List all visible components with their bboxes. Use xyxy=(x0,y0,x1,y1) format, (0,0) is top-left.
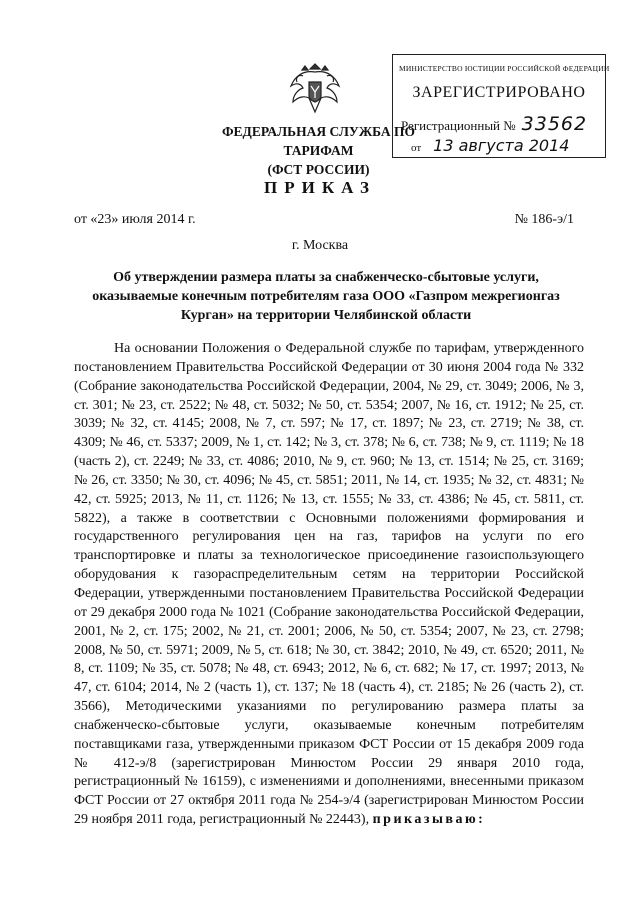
document-title: ПРИКАЗ xyxy=(264,178,376,197)
stamp-date-value: 13 августа 2014 xyxy=(433,136,570,155)
body-paragraph: На основании Положения о Федеральной службе по тарифам, утвержденного постановлением Правительства Российской Федерации от 30 июня 2004 года № 332 (Собрание законодательства Российской Федерации, 2004, № 29, ст. 3049; 2006, № 3, ст. 301; № 23, ст. 2522; № 48, ст. 5032; № 50, ст. 5354; 2007, № 16, ст. 1912; № 25, ст. 3039; № 32, ст. 4145; 2008, № 7, ст. 597; № 17, ст. 1897; № 23, ст. 2719; № 38, ст. 4309; № 46, ст. 5337; 2009, № 1, ст. 142; № 3, ст. 378; № 6, ст. 738; № 9, ст. 1119; № 18 (часть 2), ст. 2249; № 33, ст. 4086; 2010, № 9, ст. 960; № 13, ст. 1514; № 25, ст. 3169; № 26, ст. 3350; № 30, ст. 4096; № 45, ст. 5851; 2011, № 14, ст. 1935; № 32, ст. 4831; № 42, ст. 5925; 2013, № 11, ст. 1126; № 13, ст. 1555; № 33, ст. 4386; № 45, ст. 5811, ст. 5822), а также в соответствии с Основными положениями формирования и государственного регулирования цен на газ, тарифов на услуги по его транспортировке и платы за технологическое присоединение газоиспользующего оборудования к газораспределительным сетям на территории Российской Федерации, утвержденными постановлением Правительства Российской Федерации от 29 декабря 2000 года № 1021 (Собрание законодательства Российской Федерации, 2001, № 2, ст. 175; 2002, № 21, ст. 2001; 2006, № 50, ст. 5354; 2007, № 23, ст. 2798; 2008, № 50, ст. 5971; 2009, № 5, ст. 618; № 30, ст. 3842; 2010, № 49, ст. 6520; 2011, № 8, ст. 1109; № 35, ст. 5078; № 48, ст. 6943; 2012, № 6, ст. 682; № 17, ст. 1997; 2013, № 47, ст. 6104; 2014, № 2 (часть 1), ст. 137; № 18 (часть 4), ст. 2185; № 26 (часть 2), ст. 3566), Методическими указаниями по регулированию размера платы за снабженческо-сбытовые услуги, оказываемые конечным потребителям поставщиками газа, утвержденными приказом ФСТ России от 15 декабря 2009 года № 412-э/8 (зарегистрирован Минюстом России 29 января 2010 года, регистрационный № 16159), с изменениями и дополнениями, внесенными приказом ФСТ России от 27 октября 2011 года № 254-э/4 (зарегистрирован Минюстом России 29 ноября 2011 года, регистрационный № 22443), xyxy=(74,341,584,828)
document-date: от «23» июля 2014 г. xyxy=(74,212,196,227)
coat-of-arms-emblem xyxy=(283,56,347,120)
stamp-ministry: МИНИСТЕРСТВО ЮСТИЦИИ РОССИЙСКОЙ ФЕДЕРАЦИИ xyxy=(399,64,610,73)
stamp-regno-label: Регистрационный № xyxy=(401,118,516,133)
stamp-date-label: от xyxy=(411,142,422,154)
stamp-registration-number xyxy=(401,113,587,135)
stamp-date xyxy=(411,136,569,155)
closing-phrase: приказываю: xyxy=(372,812,486,828)
document-body xyxy=(74,340,584,830)
agency-name-line1: ФЕДЕРАЛЬНАЯ СЛУЖБА ПО ТАРИФАМ xyxy=(221,124,416,158)
agency-name-line2: (ФСТ РОССИИ) xyxy=(267,162,370,177)
document-subject: Об утверждении размера платы за снабженческо-сбытовые услуги, оказываемые конечным потребителям газа ООО «Газпром межрегионгаз Курган» на территории Челябинской области xyxy=(92,270,560,323)
document-city: г. Москва xyxy=(291,238,349,253)
registration-stamp xyxy=(392,54,610,158)
stamp-regno-value: 33562 xyxy=(521,113,588,135)
document-number: № 186-э/1 xyxy=(514,212,574,227)
stamp-registered: ЗАРЕГИСТРИРОВАНО xyxy=(412,84,586,101)
